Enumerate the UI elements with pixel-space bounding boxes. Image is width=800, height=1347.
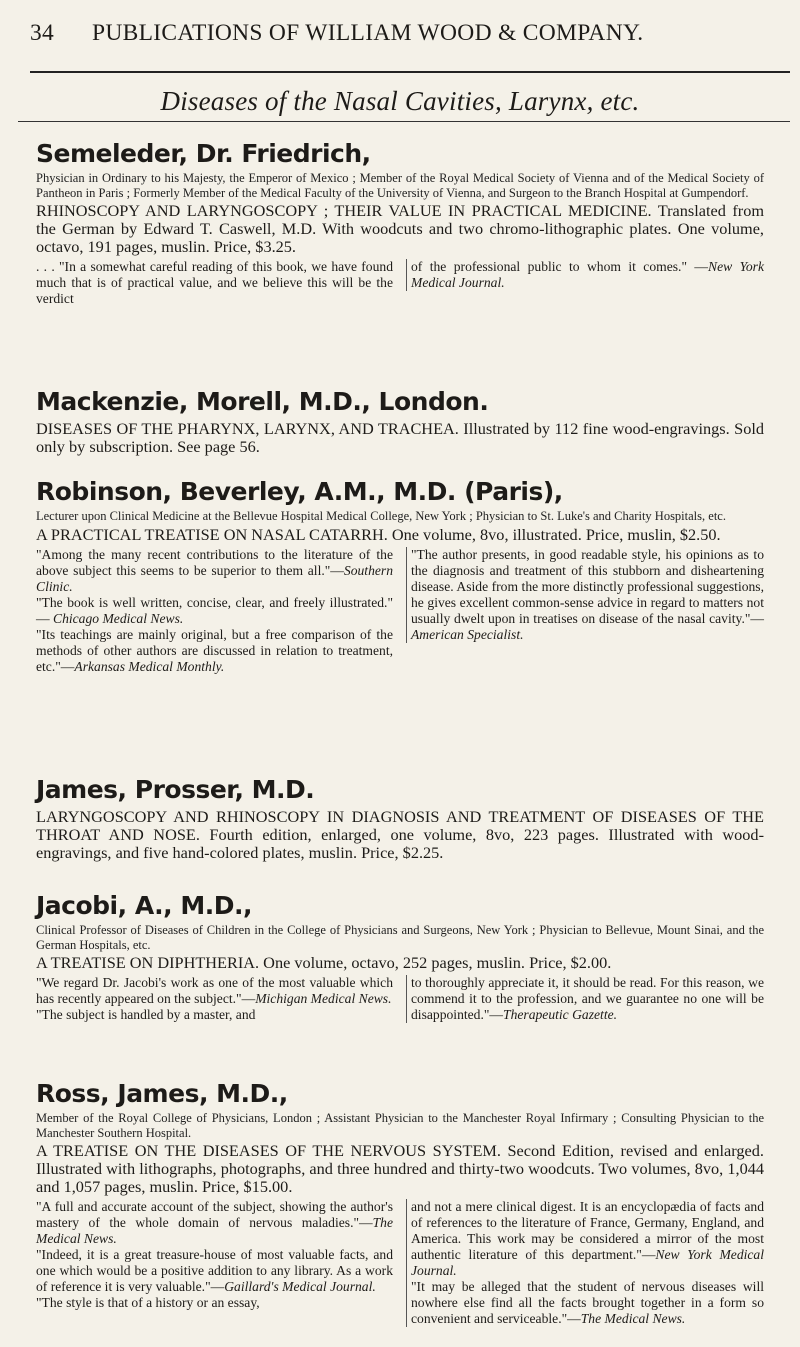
- author-name: James, Prosser, M.D.: [36, 775, 315, 804]
- review-source: New York Medical Journal.: [411, 259, 765, 290]
- review-quote: "It may be alleged that the student of nervous diseases will nowhere else find all the facts brought together in a form so convenient and serviceable."—The Medical News.: [411, 1279, 764, 1326]
- reviews: [36, 259, 764, 311]
- review-column-left: [36, 259, 393, 307]
- review-quote: "Its teachings are mainly original, but a free comparison of the methods of other authors are discussed in relation to treatment, etc."—Arkansas Medical Monthly.: [36, 626, 393, 674]
- author-bio: Clinical Professor of Diseases of Children in the College of Physicians and Surgeons, New York ; Physician to Bellevue, Mount Sinai, and the German Hospitals, etc.: [36, 923, 764, 952]
- review-quote: "The author presents, in good readable style, his opinions as to the diagnosis and treatment of this stubborn and disheartening disease. Aside from the more distinctly professional suggestions, he gives excellent common-sense advice in regard to matters not usually dwelt upon in treatises on disease of the nasal cavity."—American Specialist.: [411, 546, 764, 642]
- review-source: The Medical News.: [36, 1215, 393, 1246]
- author-bio: Physician in Ordinary to his Majesty, the Emperor of Mexico ; Member of the Royal Medical Society of Vienna and of the Medical Society of Pantheon in Paris ; Formerly Member of the Medical Faculty of the University of Vienna, and Surgeon to the Branch Hospital at Gumpendorf.: [36, 171, 764, 200]
- review-quote: "Indeed, it is a great treasure-house of most valuable facts, and one which would be a positive addition to any library. As a work of reference it is very valuable."—Gaillard's Medical Journal.: [36, 1247, 393, 1294]
- review-quote: and not a mere clinical digest. It is an encyclopædia of facts and of references to the literature of France, Germany, England, and America. This work may be considered a mirror of the most authentic literature of this department."—New York Medical Journal.: [411, 1199, 765, 1278]
- review-column-left: [36, 975, 393, 1023]
- entry-james: [36, 774, 764, 862]
- reviews: [36, 1199, 764, 1347]
- author-name: Mackenzie, Morell, M.D., London.: [36, 387, 489, 416]
- author-name: Semeleder, Dr. Friedrich,: [36, 139, 371, 168]
- review-quote: to thoroughly appreciate it, it should be read. For this reason, we commend it to the profession, and we guarantee no one will be disappointed."—Therapeutic Gazette.: [411, 975, 764, 1022]
- page-number: 34: [30, 20, 55, 46]
- book-description: A TREATISE ON THE DISEASES OF THE NERVOUS SYSTEM. Second Edition, revised and enlarged. Illustrated with lithographs, photographs, and three hundred and thirty-two woodcuts. Two volumes, 8vo, 1,044 and 1,057 pages, muslin. Price, $15.00.: [36, 1141, 764, 1196]
- review-quote: . . . "In a somewhat careful reading of this book, we have found much that is of practical value, and we believe this will be the verdict: [36, 259, 393, 306]
- review-source: The Medical News.: [580, 1311, 686, 1326]
- header-rule: [30, 71, 790, 73]
- review-source: Chicago Medical News.: [53, 610, 184, 626]
- review-quote: "The subject is handled by a master, and: [36, 1007, 256, 1022]
- entry-robinson: [36, 476, 764, 677]
- review-column-right: [406, 975, 764, 1023]
- review-column-left: [36, 1199, 393, 1311]
- entry-jacobi: [36, 890, 764, 1041]
- running-head: PUBLICATIONS OF WILLIAM WOOD & COMPANY.: [92, 20, 644, 46]
- author-name: Ross, James, M.D.,: [36, 1079, 288, 1108]
- author-bio: Member of the Royal College of Physicians, London ; Assistant Physician to the Manchester Royal Infirmary ; Consulting Physician to the Manchester Southern Hospital.: [36, 1111, 764, 1140]
- review-source: Therapeutic Gazette.: [503, 1007, 618, 1022]
- book-description: A TREATISE ON DIPHTHERIA. One volume, octavo, 252 pages, muslin. Price, $2.00.: [36, 953, 612, 972]
- book-description: LARYNGOSCOPY AND RHINOSCOPY IN DIAGNOSIS AND TREATMENT OF DISEASES OF THE THROAT AND NOSE. Fourth edition, enlarged, one volume, 8vo, 223 pages. Illustrated with wood-engravings, and five hand-colored plates, muslin. Price, $2.25.: [36, 807, 764, 862]
- review-source: Gaillard's Medical Journal.: [224, 1279, 376, 1294]
- review-quote: "A full and accurate account of the subject, showing the author's mastery of the whole domain of nervous maladies."—The Medical News.: [36, 1199, 393, 1246]
- review-quote: "The book is well written, concise, clear, and freely illustrated." — Chicago Medical News.: [36, 594, 393, 626]
- review-source: Michigan Medical News.: [255, 991, 392, 1006]
- entry-mackenzie: [36, 386, 764, 456]
- book-description: RHINOSCOPY AND LARYNGOSCOPY ; THEIR VALUE IN PRACTICAL MEDICINE. Translated from the German by Edward T. Caswell, M.D. With woodcuts and two chromo-lithographic plates. One volume, octavo, 191 pages, muslin. Price, $3.25.: [36, 201, 764, 256]
- author-name: Robinson, Beverley, A.M., M.D. (Paris),: [36, 477, 563, 506]
- entry-ross: [36, 1078, 764, 1347]
- author-name: Jacobi, A., M.D.,: [36, 891, 252, 920]
- review-source: Arkansas Medical Monthly.: [74, 658, 225, 674]
- book-description: A PRACTICAL TREATISE ON NASAL CATARRH. One volume, 8vo, illustrated. Price, muslin, $2.50.: [36, 524, 721, 544]
- review-column-right: [406, 1199, 764, 1327]
- review-source: Southern Clinic.: [36, 562, 393, 594]
- author-bio: Lecturer upon Clinical Medicine at the Bellevue Hospital Medical College, New York ; Physician to St. Luke's and Charity Hospitals, etc.: [36, 509, 726, 523]
- entry-semeleder: [36, 138, 764, 311]
- reviews: [36, 547, 764, 677]
- reviews: [36, 975, 764, 1041]
- review-quote: "We regard Dr. Jacobi's work as one of the most valuable which has recently appeared on the subject."—Michigan Medical News.: [36, 975, 393, 1006]
- section-title: Diseases of the Nasal Cavities, Larynx, etc.: [160, 86, 640, 116]
- review-quote: "The style is that of a history or an essay,: [36, 1295, 260, 1310]
- review-column-right: [406, 259, 764, 291]
- review-column-right: [406, 547, 764, 643]
- book-description: DISEASES OF THE PHARYNX, LARYNX, AND TRACHEA. Illustrated by 112 fine wood-engravings. Sold only by subscription. See page 56.: [36, 419, 764, 456]
- review-column-left: [36, 547, 393, 675]
- review-quote: "Among the many recent contributions to the literature of the above subject this seems to be superior to them all."—Southern Clinic.: [36, 546, 393, 594]
- review-source: New York Medical Journal.: [411, 1247, 765, 1278]
- section-rule: [18, 121, 790, 122]
- review-source: American Specialist.: [411, 626, 524, 642]
- review-quote: of the professional public to whom it comes." —New York Medical Journal.: [411, 259, 765, 290]
